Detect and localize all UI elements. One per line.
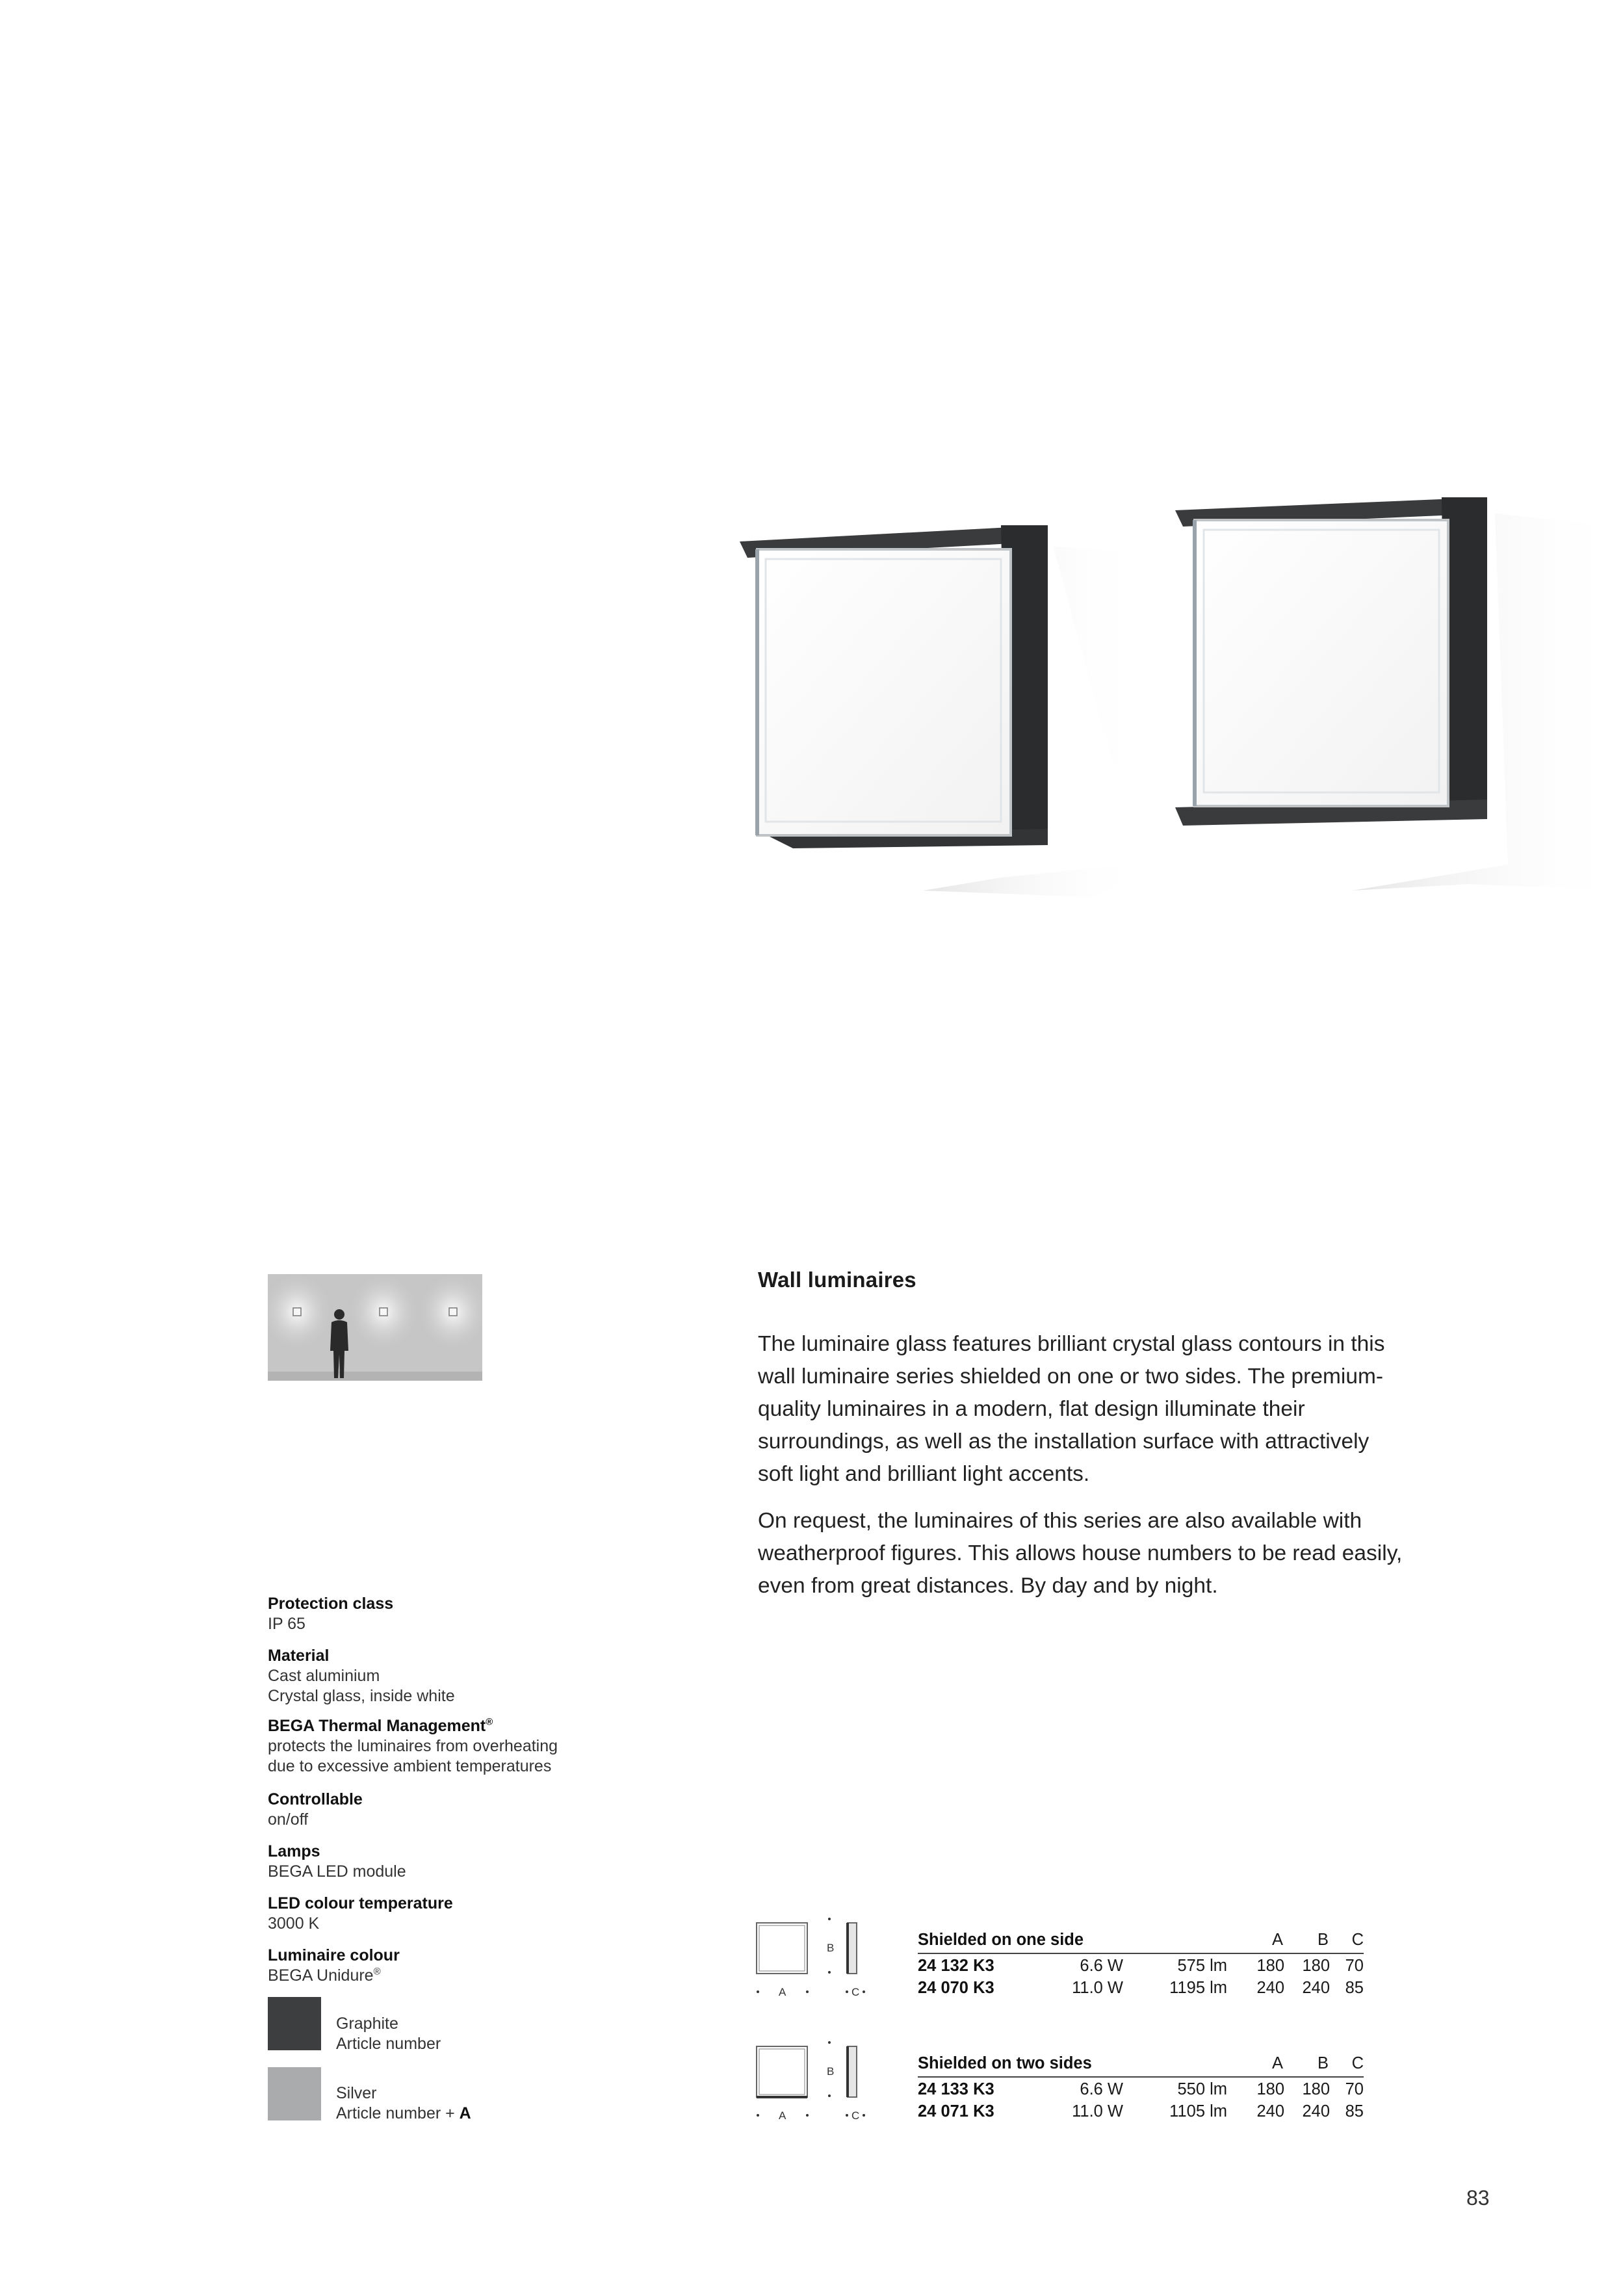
dim-a: 240 [1256, 1979, 1284, 1997]
light-application-scene [268, 1274, 482, 1381]
spec-thermal-management [268, 1716, 632, 1777]
colour-name: Silver [336, 2084, 377, 2102]
col-header-c: C [1351, 2054, 1364, 2072]
lumen: 1105 lm [1169, 2102, 1227, 2120]
dim-a: 240 [1256, 2102, 1284, 2120]
spec-protection-class [268, 1594, 632, 1634]
dim-c: 70 [1345, 2080, 1364, 2098]
col-header-b: B [1317, 1931, 1329, 1949]
dim-b: 180 [1302, 1957, 1330, 1975]
dim-a: 180 [1256, 2080, 1284, 2098]
spec-colour-temperature [268, 1894, 632, 1934]
table-row [918, 2102, 1364, 2124]
spec-controllable [268, 1790, 632, 1830]
svg-text:B: B [827, 2065, 835, 2078]
product-photo [728, 475, 1623, 897]
table-title: Shielded on one side [918, 1931, 1084, 1949]
table-row [918, 1957, 1364, 1979]
article-number: 24 071 K3 [918, 2102, 994, 2120]
description-paragraph: The luminaire glass features brilliant crystal glass contours in this wall luminaire series shielded on one or two sides. The premium-quality luminaires in a modern, flat design illuminate their surroundings, as well as the installation surface with attractively soft light and brilliant light accents. [758, 1332, 1385, 1486]
dim-a: 180 [1256, 1957, 1284, 1975]
svg-text:A: A [779, 2109, 786, 2122]
power: 11.0 W [1072, 2102, 1123, 2120]
spec-value: BEGA LED module [268, 1862, 406, 1881]
section-heading: Wall luminaires [758, 1268, 916, 1292]
spec-label: Material [268, 1647, 330, 1665]
registered-mark: ® [486, 1716, 493, 1728]
spec-lamps [268, 1842, 632, 1882]
dim-b: 240 [1302, 1979, 1330, 1997]
silver-colour-text [336, 2083, 471, 2124]
dim-c: 70 [1345, 1957, 1364, 1975]
dimension-drawing-two-sides [754, 2041, 872, 2126]
table-row [918, 2080, 1364, 2102]
dim-b: 240 [1302, 2102, 1330, 2120]
silver-suffix: A [459, 2104, 471, 2122]
power: 11.0 W [1072, 1979, 1123, 1997]
spec-value: Crystal glass, inside white [268, 1687, 455, 1705]
description-paragraph: On request, the luminaires of this series are also available with weatherproof figures. This allows house numbers to be read easily, even from great distances. By day and by night. [758, 1509, 1403, 1598]
silver-swatch [268, 2067, 321, 2120]
spec-value: on/off [268, 1810, 309, 1829]
spec-material [268, 1646, 632, 1706]
spec-value: 3000 K [268, 1914, 320, 1933]
colour-article: Article number [336, 2035, 441, 2053]
spec-value: Cast aluminium [268, 1667, 380, 1685]
dim-c: 85 [1345, 1979, 1364, 1997]
svg-text:C: C [851, 1986, 860, 1998]
dim-b: 180 [1302, 2080, 1330, 2098]
spec-value: protects the luminaires from overheating [268, 1737, 558, 1755]
spec-label: LED colour temperature [268, 1894, 453, 1912]
spec-label: Protection class [268, 1595, 394, 1613]
lumen: 575 lm [1177, 1957, 1227, 1975]
spec-luminaire-colour [268, 1946, 632, 1986]
col-header-a: A [1271, 2054, 1283, 2072]
product-table-one-side [918, 1931, 1364, 2002]
spec-label: BEGA Thermal Management® [268, 1716, 493, 1735]
power: 6.6 W [1080, 1957, 1123, 1975]
spec-value: IP 65 [268, 1615, 305, 1633]
graphite-swatch [268, 1997, 321, 2050]
lumen: 1195 lm [1169, 1979, 1227, 1997]
dim-c: 85 [1345, 2102, 1364, 2120]
table-title: Shielded on two sides [918, 2054, 1092, 2072]
colour-article: Article number + A [336, 2104, 471, 2122]
spec-label: Controllable [268, 1790, 363, 1808]
article-number: 24 070 K3 [918, 1979, 994, 1997]
article-number: 24 133 K3 [918, 2080, 994, 2098]
spec-label: Luminaire colour [268, 1946, 400, 1964]
table-header [918, 1931, 1364, 1954]
lumen: 550 lm [1177, 2080, 1227, 2098]
registered-mark: ® [373, 1966, 381, 1977]
table-row [918, 1979, 1364, 2001]
table-header [918, 2054, 1364, 2078]
spec-value: BEGA Unidure® [268, 1966, 381, 1985]
spec-label: Lamps [268, 1842, 320, 1860]
spec-value: due to excessive ambient temperatures [268, 1757, 552, 1775]
svg-text:C: C [851, 2109, 860, 2122]
col-header-c: C [1351, 1931, 1364, 1949]
svg-text:A: A [779, 1986, 786, 1998]
graphite-colour-text [336, 2014, 441, 2054]
page-number: 83 [1466, 2186, 1490, 2210]
power: 6.6 W [1080, 2080, 1123, 2098]
dimension-drawing-one-side [754, 1918, 872, 2002]
article-number: 24 132 K3 [918, 1957, 994, 1975]
col-header-b: B [1317, 2054, 1329, 2072]
product-table-two-sides [918, 2054, 1364, 2126]
svg-text:B: B [827, 1942, 835, 1954]
col-header-a: A [1271, 1931, 1283, 1949]
colour-name: Graphite [336, 2015, 398, 2033]
